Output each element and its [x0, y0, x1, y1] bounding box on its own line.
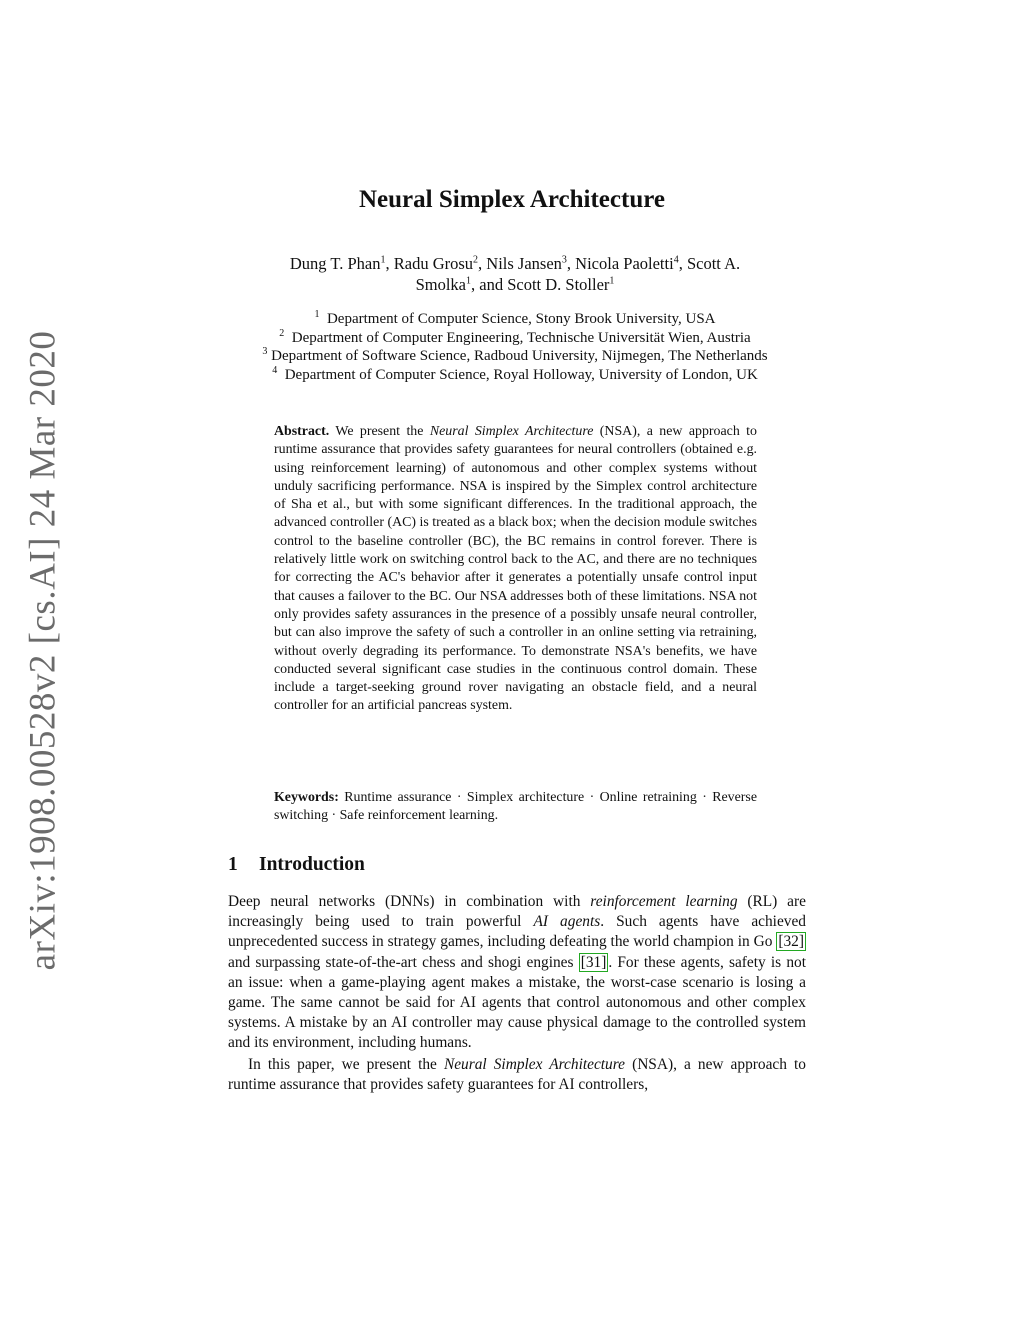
section-heading [228, 854, 365, 876]
section-number: 1 [228, 854, 238, 875]
author: Nils Jansen [486, 254, 562, 273]
author-affil-mark: 2 [473, 254, 479, 266]
emphasis: Neural Simplex Architecture [429, 424, 594, 439]
affiliation: $^2$ Department of Computer Engineering, Technische Universität Wien, Austria [279, 327, 751, 346]
abstract-label: Abstract. [274, 424, 330, 439]
keywords: Keywords: Runtime assurance · Simplex architecture · Online retraining · Reverse switching · Safe reinforcement learning. [274, 790, 757, 824]
paragraph: Deep neural networks (DNNs) in combination with reinforcement learning (RL) are increasingly being used to train powerful AI agents. Such agents have achieved unprecedented success in strategy games, including defeating the world champion in Go [32] and surpassing state-of-the-art chess and shogi engines [31] . For these agents, safety is not an issue: when a game-playing agent makes a mistake, the worst-case scenario is losing a game. The same cannot be said for AI agents that control autonomous and other complex systems. A mistake by an AI controller may cause physical damage to the controlled system and its environment, including humans. [228, 893, 807, 1052]
section-title: Introduction [259, 854, 365, 875]
affiliation-list [150, 310, 880, 384]
author: Nicola Paoletti [575, 254, 674, 273]
author: Radu Grosu [393, 254, 474, 273]
author-affil-mark: 1 [609, 275, 615, 287]
affiliation: $^1$ Department of Computer Science, Stony Brook University, USA [314, 309, 716, 327]
author-affil-mark: 1 [466, 275, 471, 287]
author: Scott A. Smolka [415, 254, 741, 294]
author-list: Dung T. Phan$^1$, Radu Grosu$^2$, Nils Jansen$^3$, Nicola Paoletti$^4$, Scott A. Smolka$^1$, and Scott D. Stoller$^1$ [289, 254, 741, 294]
author-affil-mark: 3 [561, 254, 567, 266]
affiliation: $^4$ Department of Computer Science, Royal Holloway, University of London, UK [272, 364, 758, 383]
author: Scott D. Stoller [507, 275, 610, 294]
author-affil-mark: 4 [673, 254, 679, 266]
author-affil-mark: 1 [380, 254, 386, 266]
keywords-label: Keywords: [274, 790, 339, 805]
arxiv-stamp [18, 330, 68, 970]
paragraph: In this paper, we present the Neural Simplex Architecture (NSA), a new approach to runtime assurance that provides safety guarantees for AI controllers, [228, 1055, 806, 1093]
affiliation: $^3$ Department of Software Science, Radboud University, Nijmegen, The Netherlands [262, 346, 768, 364]
arxiv-identifier: arXiv:1908.00528v2 [cs.AI] 24 Mar 2020 [22, 330, 64, 970]
abstract: Abstract. We present the Neural Simplex Architecture (NSA), a new approach to runtime assurance that provides safety guarantees for neural controllers (obtained e.g. using reinforcement learning) of autonomous and other complex systems without unduly sacrificing performance. NSA is inspired by the Simplex control architecture of Sha et al., but with some significant differences. In the traditional approach, the advanced controller (AC) is treated as a black box; when the decision module switches control to the baseline controller (BC), the BC remains in control forever. There is relatively little work on switching control back to the AC, and there are no techniques for correcting the AC's behavior after it generates a potentially unsafe control input that causes a failover to the BC. Our NSA addresses both of these limitations. NSA not only provides safety assurances in the presence of a possibly unsafe neural controller, but can also improve the safety of such a controller in an online setting via retraining, without overly degrading its performance. To demonstrate NSA's benefits, we have conducted several significant case studies in the continuous control domain. These include a target-seeking ground rover navigating an obstacle field, and a neural controller for an artificial pancreas system. [274, 424, 757, 714]
introduction-body [228, 892, 806, 1095]
citation-link[interactable]: [31] [580, 953, 607, 971]
citation-link[interactable]: [32] [778, 933, 804, 951]
author: Dung T. Phan [289, 254, 381, 273]
paper-title: Neural Simplex Architecture [359, 186, 665, 213]
